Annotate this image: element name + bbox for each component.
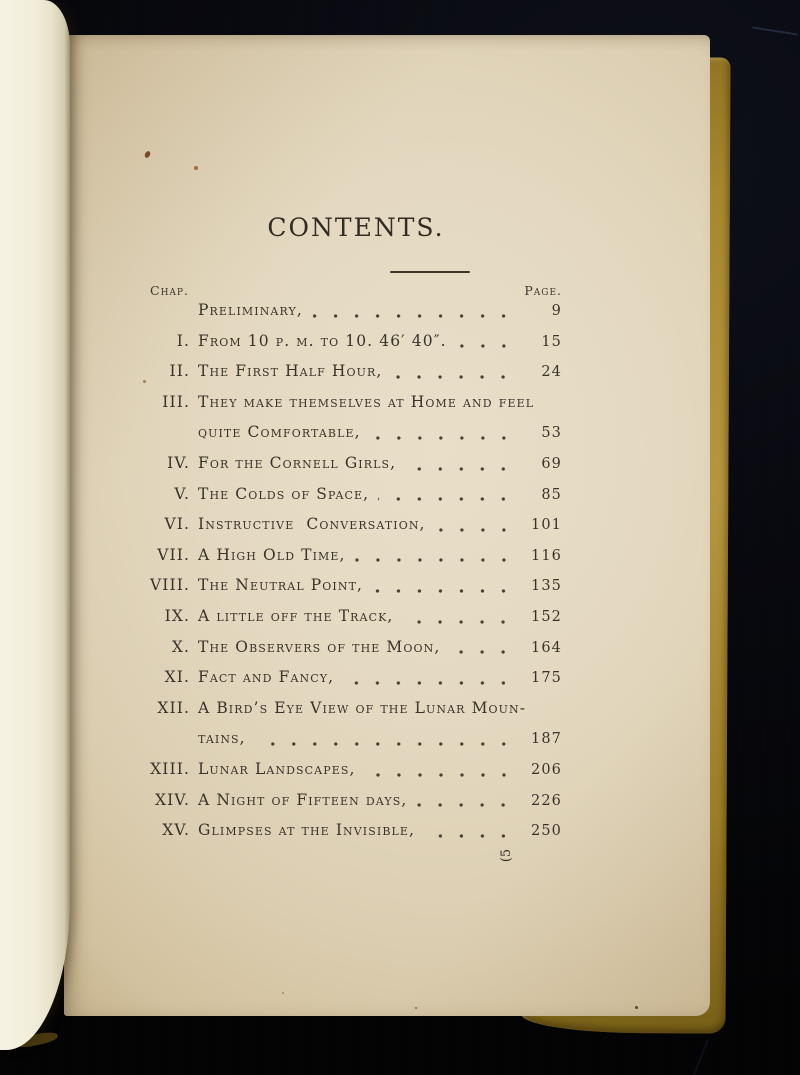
chapter-numeral: I.	[176, 331, 190, 350]
page-title: CONTENTS.	[267, 213, 445, 242]
chap-label: Chap.	[150, 283, 189, 298]
dot-leader	[416, 803, 514, 807]
page-label: Page.	[524, 283, 562, 298]
toc-entry	[150, 815, 562, 846]
toc-entry	[150, 417, 562, 448]
chapter-numeral: VIII.	[150, 576, 190, 595]
chapter-title: Glimpses at the Invisible,	[198, 821, 416, 840]
toc-entry	[150, 723, 562, 754]
chapter-numeral: XIII.	[150, 759, 190, 778]
chapter-numeral: IX.	[164, 606, 190, 625]
chapter-title: quite Comfortable,	[198, 423, 361, 442]
chapter-title: A Night of Fifteen days,	[198, 790, 408, 809]
chapter-title: Instructive Conversation,	[198, 515, 426, 534]
dot-leader	[424, 834, 514, 838]
chapter-numeral: VI.	[164, 515, 190, 534]
dot-leader	[355, 558, 514, 562]
chapter-title: A High Old Time,	[198, 545, 346, 564]
page-number: 175	[531, 670, 562, 687]
chapter-numeral: XII.	[157, 698, 190, 717]
dot-leader	[391, 375, 514, 379]
page-number: 15	[541, 333, 562, 350]
chapter-title: Fact and Fancy,	[198, 668, 335, 687]
toc-entry	[150, 479, 562, 510]
page-number: 206	[531, 761, 562, 778]
page-number: 9	[551, 303, 562, 319]
chapter-title: tains,	[198, 729, 246, 748]
dot-leader	[365, 773, 514, 777]
chapter-title: Lunar Landscapes,	[198, 759, 356, 778]
toc-entry	[150, 540, 562, 571]
dot-leader	[449, 650, 514, 654]
chapter-numeral: IV.	[167, 453, 190, 472]
fabric-crease	[693, 1039, 709, 1075]
page-number: 53	[541, 425, 562, 442]
contents-page	[64, 35, 710, 1016]
dot-leader	[378, 497, 514, 501]
toc-entry	[150, 785, 562, 816]
dot-leader	[370, 436, 514, 440]
toc-list	[150, 295, 562, 846]
page-number: 24	[541, 364, 562, 381]
fabric-thread	[752, 26, 798, 35]
page-number: 164	[531, 639, 562, 656]
page-number: 226	[531, 792, 562, 809]
dot-leader	[372, 589, 514, 593]
page-number: 101	[531, 517, 562, 534]
toc-entry	[150, 601, 562, 632]
toc-entry	[150, 326, 562, 357]
chapter-title: For the Cornell Girls,	[198, 453, 397, 472]
page-number: 116	[531, 547, 562, 564]
chapter-title: A little off the Track,	[198, 606, 394, 625]
chapter-title: The Colds of Space,	[198, 484, 370, 503]
toc-entry	[150, 448, 562, 479]
dot-leader	[312, 314, 514, 318]
facing-page-edge	[0, 0, 70, 1050]
chapter-title: They make themselves at Home and feel	[198, 392, 535, 411]
page-number: 85	[541, 486, 562, 503]
chapter-numeral: X.	[171, 637, 190, 656]
chapter-numeral: XIV.	[155, 790, 190, 809]
chapter-numeral: III.	[162, 392, 190, 411]
dot-leader	[456, 344, 514, 348]
chapter-numeral: XV.	[162, 821, 190, 840]
page-number: 69	[541, 455, 562, 472]
toc-entry	[150, 387, 562, 418]
toc-entry	[150, 662, 562, 693]
chapter-title: From 10 p. m. to 10. 46′ 40″.	[198, 331, 447, 350]
toc-entry	[150, 693, 562, 724]
dot-leader	[343, 681, 514, 685]
page-number: 187	[531, 731, 562, 748]
toc-entry	[150, 570, 562, 601]
dot-leader	[405, 467, 514, 471]
chapter-title: The Observers of the Moon,	[198, 637, 441, 656]
page-number: 152	[531, 608, 562, 625]
chapter-title: The Neutral Point,	[198, 576, 364, 595]
page-number: 135	[531, 578, 562, 595]
toc-entry	[150, 509, 562, 540]
chapter-numeral: VII.	[157, 545, 190, 564]
dot-leader	[402, 620, 514, 624]
dot-leader	[435, 528, 514, 532]
toc-entry	[150, 295, 562, 326]
page-content	[64, 35, 710, 1016]
chapter-title: Preliminary,	[198, 301, 303, 319]
chapter-numeral: V.	[174, 484, 190, 503]
signature-mark	[500, 844, 520, 864]
chapter-title: The First Half Hour,	[198, 362, 383, 381]
toc-entry	[150, 632, 562, 663]
chapter-numeral: II.	[169, 362, 190, 381]
title-rule	[390, 271, 470, 273]
signature-mark-text: (5	[499, 848, 515, 862]
page-number: 250	[531, 823, 562, 840]
toc-entry	[150, 356, 562, 387]
dot-leader	[255, 742, 514, 746]
chapter-title: A Bird’s Eye View of the Lunar Moun-	[198, 698, 527, 717]
toc-entry	[150, 754, 562, 785]
chapter-numeral: XI.	[164, 668, 190, 687]
